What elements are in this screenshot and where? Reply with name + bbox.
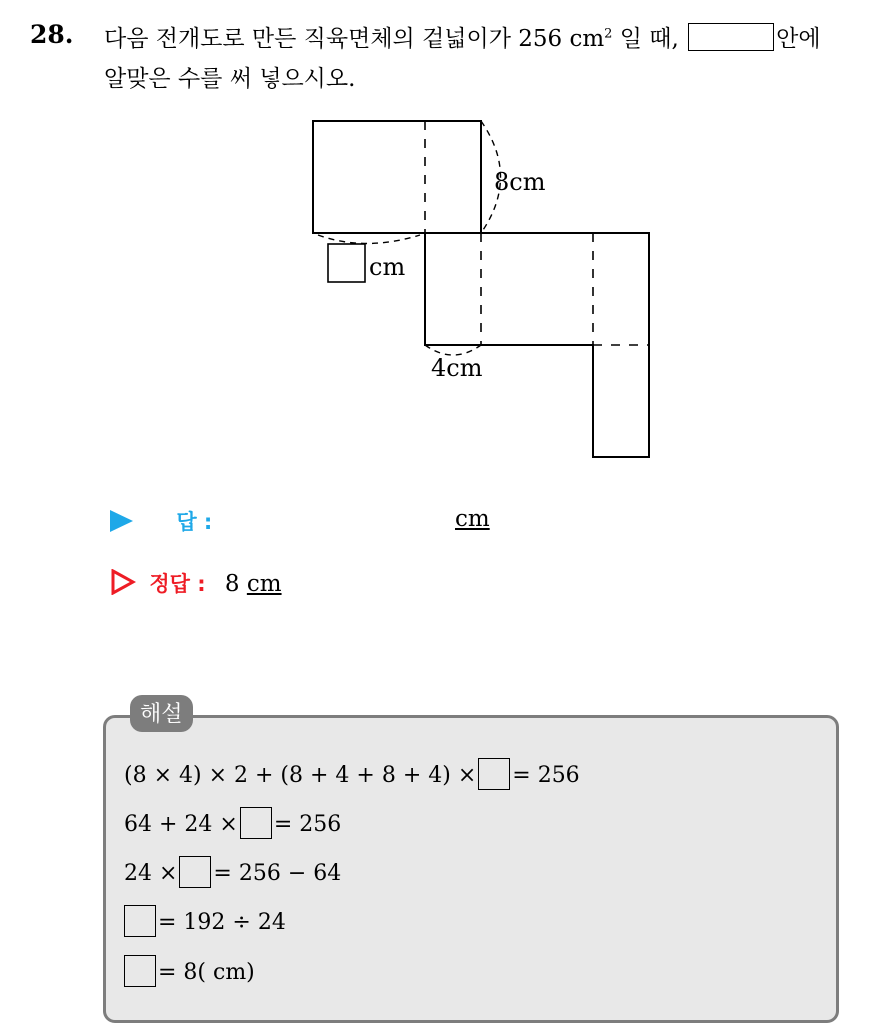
expr: (8 × 4) × 2 + (8 + 4 + 8 + 4) × — [124, 763, 477, 788]
correct-answer-label: 정답 : — [149, 572, 206, 596]
expr: = 8( cm) — [158, 960, 255, 985]
question-text-part: 다음 전개도로 만든 직육면체의 겉넓이가 256 cm — [104, 26, 605, 52]
net-face-top — [313, 121, 481, 233]
unknown-box — [179, 856, 211, 888]
unknown-box — [124, 955, 156, 987]
unknown-length-box — [328, 244, 365, 282]
question-text-line2: 알맞은 수를 써 넣으시오. — [104, 66, 356, 92]
explanation-tag: 해설 — [130, 695, 193, 732]
label-box-cm: cm — [369, 253, 406, 281]
answer-unit: cm — [455, 506, 490, 532]
correct-answer-value: 8 — [224, 571, 240, 597]
answer-label: 답 : — [176, 510, 213, 534]
explanation-line3 — [124, 856, 341, 888]
answer-row — [110, 506, 490, 536]
question-text-part: 안에 — [776, 26, 821, 52]
superscript: 2 — [604, 26, 613, 42]
explanation-line1 — [124, 758, 580, 790]
unknown-box — [478, 758, 510, 790]
label-4cm: 4cm — [431, 354, 483, 382]
expr: = 256 — [273, 812, 342, 837]
label-8cm: 8cm — [494, 168, 546, 196]
expr: = 192 ÷ 24 — [158, 910, 286, 935]
expr: = 256 — [512, 763, 580, 788]
expr: 64 + 24 × — [124, 812, 238, 837]
outline-triangle-icon — [110, 569, 136, 595]
dimension-arc-box — [318, 235, 420, 244]
unknown-box — [240, 807, 272, 839]
expr: 24 × — [124, 861, 178, 886]
explanation-line4 — [124, 905, 286, 937]
unknown-box — [124, 905, 156, 937]
question-text-part: 일 때, — [612, 26, 687, 52]
correct-answer-unit: cm — [246, 571, 282, 597]
expr: = 256 − 64 — [213, 861, 342, 886]
play-triangle-icon — [110, 510, 133, 532]
explanation-line5 — [124, 955, 255, 987]
explanation-line2 — [124, 807, 341, 839]
question-number: 28. — [30, 20, 74, 49]
correct-answer-row — [110, 568, 282, 598]
